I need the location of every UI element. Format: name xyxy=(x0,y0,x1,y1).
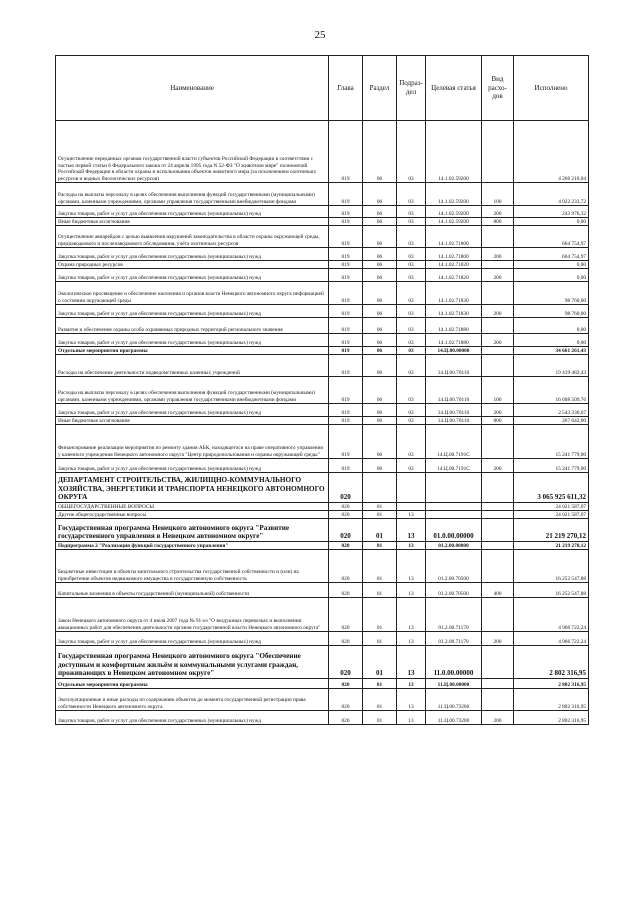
row-target-article: 14.1.02.71820 xyxy=(426,261,482,269)
row-name: Закупка товаров, работ и услуг для обеспечения государственных (муниципальных) нужд xyxy=(56,404,329,417)
row-name: Закон Ненецкого автономного округа от 4 июля 2007 года № 91-оз "О воздушных перевозках и выполнении авиационных работ для обеспечения деятельности органов государственной власти Ненецкого автономного округа" xyxy=(56,598,329,632)
row-podrazdel: 03 xyxy=(397,218,426,226)
row-glava: 019 xyxy=(329,218,363,226)
row-razdel: 01 xyxy=(363,503,397,511)
header-executed: Исполнено xyxy=(514,56,589,121)
row-podrazdel: 13 xyxy=(397,679,426,689)
row-glava: 019 xyxy=(329,305,363,318)
row-glava: 020 xyxy=(329,503,363,511)
table-row xyxy=(56,417,589,425)
table-row xyxy=(56,711,589,725)
row-executed-amount: 2 802 316,95 xyxy=(514,646,589,679)
row-name: ДЕПАРТАМЕНТ СТРОИТЕЛЬСТВА, ЖИЛИЩНО-КОММУНАЛЬНОГО ХОЗЯЙСТВА, ЭНЕРГЕТИКИ И ТРАНСПОРТА НЕНЕЦКОГО АВТОНОМНОГО ОКРУГА xyxy=(56,473,329,503)
row-razdel: 06 xyxy=(363,377,397,404)
row-target-article: 14.1.02.71830 xyxy=(426,282,482,305)
row-expense-type xyxy=(482,425,514,459)
row-glava: 019 xyxy=(329,206,363,218)
table-row xyxy=(56,355,589,377)
row-executed-amount: 34 661 261,43 xyxy=(514,347,589,355)
row-razdel: 06 xyxy=(363,305,397,318)
table-row xyxy=(56,519,589,542)
row-name: Капитальные вложения в объекты государственной (муниципальной) собственности xyxy=(56,583,329,598)
row-expense-type xyxy=(482,473,514,503)
row-target-article: 14.1.02.59200 xyxy=(426,183,482,206)
row-glava: 020 xyxy=(329,542,363,550)
row-podrazdel: 03 xyxy=(397,347,426,355)
row-podrazdel: 03 xyxy=(397,121,426,183)
row-razdel: 06 xyxy=(363,347,397,355)
row-executed-amount: 4 966 722,24 xyxy=(514,598,589,632)
row-name: Закупка товаров, работ и услуг для обеспечения государственных (муниципальных) нужд xyxy=(56,711,329,725)
row-expense-type xyxy=(482,282,514,305)
row-podrazdel: 13 xyxy=(397,583,426,598)
row-executed-amount: 3 065 925 611,32 xyxy=(514,473,589,503)
row-glava: 019 xyxy=(329,269,363,282)
row-razdel: 06 xyxy=(363,334,397,347)
row-glava: 020 xyxy=(329,511,363,519)
table-row xyxy=(56,226,589,248)
row-target-article: 14.Ц.00.70110 xyxy=(426,404,482,417)
row-target-article: 14.Ц.00.7191С xyxy=(426,459,482,473)
row-podrazdel: 03 xyxy=(397,318,426,334)
row-glava: 019 xyxy=(329,355,363,377)
table-row xyxy=(56,282,589,305)
row-podrazdel: 03 xyxy=(397,425,426,459)
row-name: Расходы на выплаты персоналу в целях обеспечения выполнения функций государственными (муниципальными) органами, казенными учреждениями, органами управления государственными внебюджетными фондами xyxy=(56,183,329,206)
row-target-article xyxy=(426,473,482,503)
row-target-article: 14.1.02.71800 xyxy=(426,226,482,248)
row-razdel: 01 xyxy=(363,632,397,646)
row-executed-amount: 243 976,32 xyxy=(514,206,589,218)
row-glava: 020 xyxy=(329,598,363,632)
row-razdel: 01 xyxy=(363,583,397,598)
row-target-article: 01.2.00.70500 xyxy=(426,550,482,583)
row-target-article: 11.Ц.00.73200 xyxy=(426,711,482,725)
row-podrazdel: 13 xyxy=(397,519,426,542)
table-row xyxy=(56,305,589,318)
row-glava: 020 xyxy=(329,689,363,711)
row-executed-amount: 2 802 316,95 xyxy=(514,711,589,725)
row-razdel: 01 xyxy=(363,646,397,679)
row-glava: 019 xyxy=(329,404,363,417)
row-razdel: 06 xyxy=(363,261,397,269)
header-glava: Глава xyxy=(329,56,363,121)
row-target-article: 14.1.02.59200 xyxy=(426,206,482,218)
table-row xyxy=(56,511,589,519)
row-razdel: 01 xyxy=(363,519,397,542)
table-row xyxy=(56,598,589,632)
row-target-article: 14.1.02.71800 xyxy=(426,248,482,261)
row-razdel: 06 xyxy=(363,226,397,248)
table-row xyxy=(56,269,589,282)
row-name: Отдельные мероприятия программы xyxy=(56,347,329,355)
row-executed-amount: 19 419 482,43 xyxy=(514,355,589,377)
row-expense-type: 800 xyxy=(482,417,514,425)
row-executed-amount: 16 252 547,88 xyxy=(514,583,589,598)
row-glava: 019 xyxy=(329,318,363,334)
row-podrazdel: 03 xyxy=(397,355,426,377)
row-target-article: 11.Ц.00.00000 xyxy=(426,679,482,689)
row-name: Закупка товаров, работ и услуг для обеспечения государственных (муниципальных) нужд xyxy=(56,206,329,218)
row-name: Подпрограмма 2 "Реализация функций государственного управления" xyxy=(56,542,329,550)
row-glava: 019 xyxy=(329,417,363,425)
row-razdel: 06 xyxy=(363,206,397,218)
row-executed-amount: 0,00 xyxy=(514,334,589,347)
row-podrazdel: 13 xyxy=(397,550,426,583)
header-razdel: Раздел xyxy=(363,56,397,121)
row-name: Закупка товаров, работ и услуг для обеспечения государственных (муниципальных) нужд xyxy=(56,334,329,347)
row-razdel: 01 xyxy=(363,689,397,711)
row-podrazdel: 03 xyxy=(397,226,426,248)
row-expense-type: 200 xyxy=(482,269,514,282)
row-glava: 020 xyxy=(329,583,363,598)
row-glava: 019 xyxy=(329,425,363,459)
row-executed-amount: 664 754,97 xyxy=(514,226,589,248)
row-target-article: 14.Ц.00.70110 xyxy=(426,355,482,377)
row-name: Осуществление авиарейдов с целью выявления нарушений законодательства в области охраны окружающей среды, предпаводкового и послепаводкового обследования, учёта охотничьих ресурсов xyxy=(56,226,329,248)
row-podrazdel xyxy=(397,503,426,511)
header-name: Наименование xyxy=(56,56,329,121)
row-executed-amount: 24 021 587,07 xyxy=(514,511,589,519)
row-name: Закупка товаров, работ и услуг для обеспечения государственных (муниципальных) нужд xyxy=(56,269,329,282)
row-target-article: 14.Ц.00.7191С xyxy=(426,425,482,459)
row-podrazdel: 03 xyxy=(397,417,426,425)
row-glava: 019 xyxy=(329,183,363,206)
row-executed-amount: 267 642,00 xyxy=(514,417,589,425)
table-row xyxy=(56,550,589,583)
row-target-article: 14.1.02.71880 xyxy=(426,318,482,334)
row-expense-type: 100 xyxy=(482,183,514,206)
row-name: ОБЩЕГОСУДАРСТВЕННЫЕ ВОПРОСЫ xyxy=(56,503,329,511)
row-razdel: 06 xyxy=(363,318,397,334)
row-expense-type: 200 xyxy=(482,632,514,646)
table-row xyxy=(56,347,589,355)
table-row xyxy=(56,632,589,646)
row-podrazdel: 03 xyxy=(397,377,426,404)
table-row xyxy=(56,334,589,347)
row-target-article: 14.Ц.00.70110 xyxy=(426,417,482,425)
row-name: Закупка товаров, работ и услуг для обеспечения государственных (муниципальных) нужд xyxy=(56,459,329,473)
row-executed-amount: 2 543 330,67 xyxy=(514,404,589,417)
row-executed-amount: 664 754,97 xyxy=(514,248,589,261)
table-header-row xyxy=(56,56,589,121)
header-vid: Вид расхо-дов xyxy=(482,56,514,121)
row-name: Закупка товаров, работ и услуг для обеспечения государственных (муниципальных) нужд xyxy=(56,632,329,646)
table-row xyxy=(56,473,589,503)
table-row xyxy=(56,459,589,473)
row-name: Государственная программа Ненецкого автономного округа "Развитие государственного управления в Ненецком автономном округе" xyxy=(56,519,329,542)
row-name: Охрана природных ресурсов xyxy=(56,261,329,269)
row-target-article: 14.1.02.59200 xyxy=(426,121,482,183)
row-executed-amount: 2 802 316,95 xyxy=(514,689,589,711)
table-row xyxy=(56,404,589,417)
row-razdel: 01 xyxy=(363,511,397,519)
row-name: Финансирование реализации мероприятия по ремонту здания АБК, находящегося на праве оперативного управления у казенного учреждения Ненецкого автономного округа "Центр природопользования и охраны окружающей среды" xyxy=(56,425,329,459)
row-razdel: 06 xyxy=(363,218,397,226)
row-glava: 019 xyxy=(329,377,363,404)
row-razdel: 01 xyxy=(363,550,397,583)
row-name: Закупка товаров, работ и услуг для обеспечения государственных (муниципальных) нужд xyxy=(56,305,329,318)
row-executed-amount: 16 608 509,76 xyxy=(514,377,589,404)
row-glava: 019 xyxy=(329,226,363,248)
row-expense-type xyxy=(482,646,514,679)
row-executed-amount: 0,00 xyxy=(514,269,589,282)
row-executed-amount: 98 760,00 xyxy=(514,305,589,318)
row-executed-amount: 21 219 270,12 xyxy=(514,542,589,550)
row-razdel: 01 xyxy=(363,711,397,725)
row-podrazdel: 13 xyxy=(397,646,426,679)
row-name: Эксплуатационные и иные расходы по содержанию объектов до момента государственной регистрации права собственности Ненецкого автономного округа xyxy=(56,689,329,711)
row-target-article: 14.1.02.71830 xyxy=(426,305,482,318)
row-expense-type xyxy=(482,347,514,355)
row-expense-type xyxy=(482,121,514,183)
row-podrazdel: 03 xyxy=(397,269,426,282)
row-glava: 020 xyxy=(329,646,363,679)
row-expense-type xyxy=(482,318,514,334)
row-razdel: 06 xyxy=(363,459,397,473)
row-glava: 020 xyxy=(329,711,363,725)
row-expense-type: 200 xyxy=(482,459,514,473)
row-target-article: 01.0.00.00000 xyxy=(426,519,482,542)
table-row xyxy=(56,377,589,404)
row-razdel: 01 xyxy=(363,542,397,550)
row-expense-type xyxy=(482,355,514,377)
row-name: Осуществление переданных органам государственной власти субъектов Российской Федерации в соответствии с частью первой статьи 6 Федерального закона от 24 апреля 1995 года N 52-ФЗ "О животном мире" полномочий Российской Федерации в области охраны и использования объектов животного мира (за исключением охотничьих ресурсов и водных биологических ресурсов) xyxy=(56,121,329,183)
row-name: Иные бюджетные ассигнования xyxy=(56,218,329,226)
table-row xyxy=(56,646,589,679)
row-podrazdel: 13 xyxy=(397,542,426,550)
row-podrazdel: 03 xyxy=(397,404,426,417)
row-target-article: 01.2.00.71170 xyxy=(426,632,482,646)
row-expense-type: 400 xyxy=(482,583,514,598)
row-razdel: 06 xyxy=(363,269,397,282)
row-name: Расходы на выплаты персоналу в целях обеспечения выполнения функций государственными (муниципальными) органами, казенными учреждениями, органами управления государственными внебюджетными фондами xyxy=(56,377,329,404)
row-expense-type: 100 xyxy=(482,377,514,404)
row-target-article xyxy=(426,511,482,519)
row-executed-amount: 16 252 547,88 xyxy=(514,550,589,583)
row-podrazdel: 13 xyxy=(397,689,426,711)
row-podrazdel xyxy=(397,473,426,503)
row-expense-type xyxy=(482,550,514,583)
row-podrazdel: 03 xyxy=(397,248,426,261)
row-razdel: 06 xyxy=(363,183,397,206)
row-glava: 019 xyxy=(329,248,363,261)
row-expense-type xyxy=(482,511,514,519)
row-name: Развитие и обеспечение охраны особо охраняемых природных территорий регионального значения xyxy=(56,318,329,334)
row-executed-amount: 4 966 722,24 xyxy=(514,632,589,646)
row-podrazdel: 13 xyxy=(397,711,426,725)
row-executed-amount: 2 802 316,95 xyxy=(514,679,589,689)
table-row xyxy=(56,248,589,261)
row-name: Отдельные мероприятия программы xyxy=(56,679,329,689)
page-number: 25 xyxy=(314,29,326,41)
table-row xyxy=(56,318,589,334)
table-row xyxy=(56,503,589,511)
row-target-article: 01.2.00.00000 xyxy=(426,542,482,550)
table-row xyxy=(56,689,589,711)
row-target-article: 14.Ц.00.70110 xyxy=(426,377,482,404)
table-row xyxy=(56,183,589,206)
row-razdel xyxy=(363,473,397,503)
row-glava: 019 xyxy=(329,334,363,347)
row-expense-type: 200 xyxy=(482,248,514,261)
row-glava: 020 xyxy=(329,519,363,542)
row-executed-amount: 98 760,00 xyxy=(514,282,589,305)
row-expense-type xyxy=(482,519,514,542)
row-target-article: 01.2.00.70500 xyxy=(426,583,482,598)
table-row xyxy=(56,218,589,226)
row-name: Другие общегосударственные вопросы xyxy=(56,511,329,519)
row-target-article xyxy=(426,503,482,511)
header-podrazdel: Подраз-дел xyxy=(397,56,426,121)
budget-table xyxy=(55,55,589,725)
row-name: Государственная программа Ненецкого автономного округа "Обеспечение доступным и комфортным жильём и коммунальными услугами граждан, проживающих в Ненецком автономном округе" xyxy=(56,646,329,679)
table-body xyxy=(56,121,589,725)
row-razdel: 06 xyxy=(363,417,397,425)
row-target-article: 14.Ц.00.00000 xyxy=(426,347,482,355)
row-podrazdel: 13 xyxy=(397,632,426,646)
row-podrazdel: 03 xyxy=(397,282,426,305)
row-executed-amount: 0,00 xyxy=(514,318,589,334)
row-executed-amount: 15 241 779,00 xyxy=(514,459,589,473)
row-podrazdel: 13 xyxy=(397,598,426,632)
row-target-article: 14.1.02.71820 xyxy=(426,269,482,282)
row-razdel: 06 xyxy=(363,404,397,417)
row-expense-type: 200 xyxy=(482,334,514,347)
row-glava: 020 xyxy=(329,550,363,583)
row-target-article: 14.1.02.59200 xyxy=(426,218,482,226)
row-expense-type xyxy=(482,679,514,689)
row-name: Закупка товаров, работ и услуг для обеспечения государственных (муниципальных) нужд xyxy=(56,248,329,261)
row-target-article: 11.0.00.00000 xyxy=(426,646,482,679)
row-executed-amount: 4 022 233,72 xyxy=(514,183,589,206)
table-row xyxy=(56,425,589,459)
row-expense-type xyxy=(482,226,514,248)
row-expense-type xyxy=(482,261,514,269)
table-row xyxy=(56,121,589,183)
row-glava: 019 xyxy=(329,282,363,305)
row-expense-type xyxy=(482,542,514,550)
row-glava: 019 xyxy=(329,347,363,355)
table-row xyxy=(56,583,589,598)
row-target-article: 14.1.02.71880 xyxy=(426,334,482,347)
row-razdel: 06 xyxy=(363,425,397,459)
row-expense-type: 800 xyxy=(482,218,514,226)
row-target-article: 01.2.00.71170 xyxy=(426,598,482,632)
row-glava: 020 xyxy=(329,679,363,689)
row-glava: 019 xyxy=(329,121,363,183)
row-podrazdel: 03 xyxy=(397,334,426,347)
row-podrazdel: 03 xyxy=(397,183,426,206)
row-razdel: 01 xyxy=(363,679,397,689)
row-executed-amount: 24 021 587,07 xyxy=(514,503,589,511)
row-name: Бюджетные инвестиции в объекты капитального строительства государственной собственности и (или) на приобретение объектов недвижимого имущества в государственную собственность xyxy=(56,550,329,583)
row-executed-amount: 0,00 xyxy=(514,218,589,226)
table-row xyxy=(56,261,589,269)
row-podrazdel: 13 xyxy=(397,511,426,519)
row-executed-amount: 21 219 270,12 xyxy=(514,519,589,542)
row-name: Иные бюджетные ассигнования xyxy=(56,417,329,425)
row-podrazdel: 03 xyxy=(397,459,426,473)
header-target: Целевая статья xyxy=(426,56,482,121)
row-podrazdel: 03 xyxy=(397,206,426,218)
row-glava: 020 xyxy=(329,473,363,503)
row-expense-type: 200 xyxy=(482,404,514,417)
row-expense-type xyxy=(482,689,514,711)
row-razdel: 06 xyxy=(363,248,397,261)
row-glava: 020 xyxy=(329,632,363,646)
row-podrazdel: 03 xyxy=(397,305,426,318)
row-expense-type xyxy=(482,503,514,511)
row-razdel: 06 xyxy=(363,355,397,377)
table-row xyxy=(56,206,589,218)
row-razdel: 06 xyxy=(363,282,397,305)
row-executed-amount: 4 266 210,04 xyxy=(514,121,589,183)
row-name: Экологическое просвещение и обеспечение населения и органов власти Ненецкого автономного округа информацией о состоянии окружающей среды xyxy=(56,282,329,305)
row-expense-type: 200 xyxy=(482,711,514,725)
row-name: Расходы на обеспечение деятельности подведомственных казенных учреждений xyxy=(56,355,329,377)
row-razdel: 01 xyxy=(363,598,397,632)
row-executed-amount: 0,00 xyxy=(514,261,589,269)
row-expense-type: 200 xyxy=(482,206,514,218)
row-podrazdel: 03 xyxy=(397,261,426,269)
row-executed-amount: 15 241 779,00 xyxy=(514,425,589,459)
row-expense-type: 200 xyxy=(482,305,514,318)
row-glava: 019 xyxy=(329,261,363,269)
row-razdel: 06 xyxy=(363,121,397,183)
row-expense-type xyxy=(482,598,514,632)
table-row xyxy=(56,679,589,689)
row-target-article: 11.Ц.00.73200 xyxy=(426,689,482,711)
table-row xyxy=(56,542,589,550)
row-glava: 019 xyxy=(329,459,363,473)
